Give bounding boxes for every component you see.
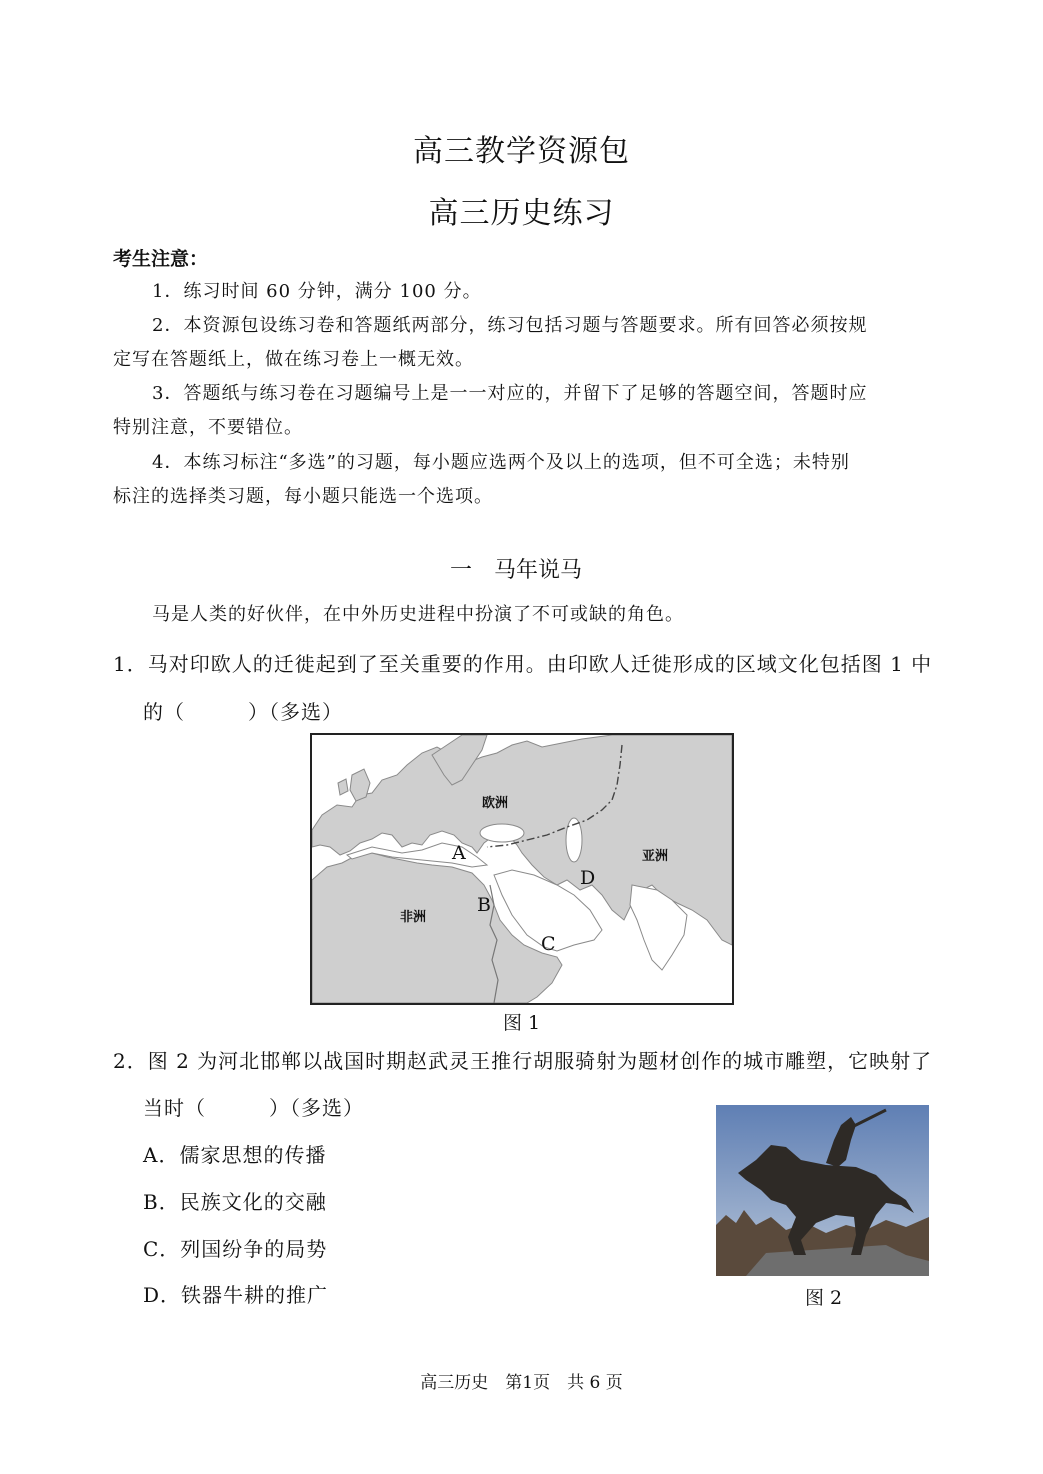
map-label-africa: 非洲 bbox=[400, 910, 427, 925]
question-2-option-c: C．列国纷争的局势 bbox=[143, 1237, 328, 1261]
map-label-asia: 亚洲 bbox=[642, 849, 669, 864]
section-intro: 马是人类的好伙伴，在中外历史进程中扮演了不可或缺的角色。 bbox=[152, 604, 684, 625]
map-label-a: A bbox=[452, 842, 466, 864]
notice-item-1: 1．练习时间 60 分钟，满分 100 分。 bbox=[152, 281, 482, 302]
figure-1-map bbox=[310, 733, 734, 1005]
photo-svg bbox=[716, 1105, 929, 1276]
figure-1-caption: 图 1 bbox=[503, 1012, 541, 1034]
figure-2-statue-photo bbox=[716, 1105, 929, 1276]
map-label-c: C bbox=[541, 933, 556, 955]
notice-item-2-line2: 定写在答题纸上，做在练习卷上一概无效。 bbox=[113, 349, 474, 370]
notice-item-4-line2: 标注的选择类习题，每小题只能选一个选项。 bbox=[113, 486, 493, 507]
question-2-line2: 当时（ ）（多选） bbox=[143, 1096, 364, 1120]
notice-item-3-line2: 特别注意，不要错位。 bbox=[113, 417, 303, 438]
notice-item-2-line1: 2．本资源包设练习卷和答题纸两部分，练习包括习题与答题要求。所有回答必须按规 bbox=[152, 315, 868, 336]
question-2-line1: 2．图 2 为河北邯郸以战国时期赵武灵王推行胡服骑射为题材创作的城市雕塑，它映射了 bbox=[113, 1049, 933, 1073]
notice-heading: 考生注意： bbox=[113, 248, 209, 270]
question-2-option-a: A．儒家思想的传播 bbox=[143, 1143, 327, 1167]
map-svg bbox=[312, 735, 732, 1003]
figure-2-caption: 图 2 bbox=[805, 1287, 843, 1309]
notice-item-3-line1: 3．答题纸与练习卷在习题编号上是一一对应的，并留下了足够的答题空间，答题时应 bbox=[152, 383, 868, 404]
page-footer: 高三历史 第1页 共 6 页 bbox=[420, 1373, 623, 1393]
page-subtitle: 高三历史练习 bbox=[428, 196, 615, 231]
map-label-d: D bbox=[580, 867, 596, 889]
notice-item-4-line1: 4．本练习标注“多选”的习题，每小题应选两个及以上的选项，但不可全选；未特别 bbox=[152, 452, 850, 473]
page-title: 高三教学资源包 bbox=[413, 134, 630, 169]
question-2-option-d: D．铁器牛耕的推广 bbox=[143, 1283, 329, 1307]
question-1-line2: 的（ ）（多选） bbox=[143, 700, 343, 724]
map-label-b: B bbox=[477, 894, 491, 916]
map-label-europe: 欧洲 bbox=[482, 796, 509, 811]
section-title: 一 马年说马 bbox=[450, 558, 583, 583]
question-2-option-b: B．民族文化的交融 bbox=[143, 1190, 327, 1214]
question-1-line1: 1．马对印欧人的迁徙起到了至关重要的作用。由印欧人迁徙形成的区域文化包括图 1 中 bbox=[113, 652, 933, 676]
map-black-sea bbox=[480, 824, 524, 842]
